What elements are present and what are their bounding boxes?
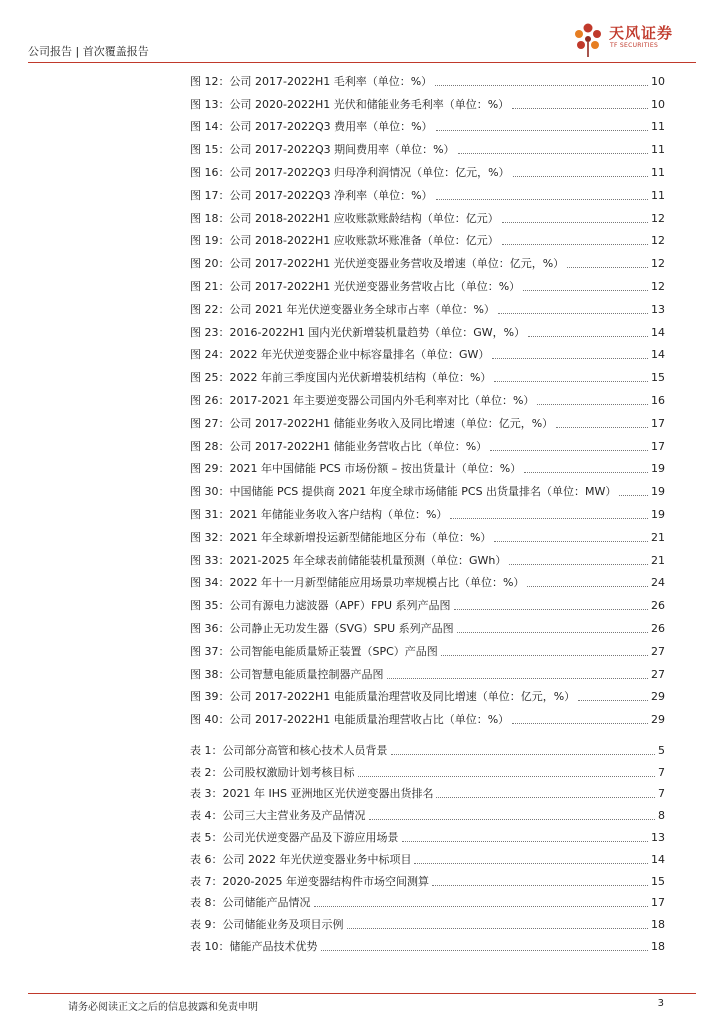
figure-toc-entry[interactable] xyxy=(190,203,665,226)
figure-toc-entry[interactable] xyxy=(190,704,665,727)
page-header xyxy=(0,0,724,66)
figure-toc-entry[interactable] xyxy=(190,522,665,545)
table-toc-entry-page: 8 xyxy=(658,809,665,823)
table-list xyxy=(190,736,665,954)
figure-toc-entry[interactable] xyxy=(190,476,665,499)
figure-toc-entry[interactable] xyxy=(190,408,665,431)
figure-toc-entry[interactable] xyxy=(190,590,665,613)
dot-leader xyxy=(358,775,656,777)
table-toc-entry-page: 7 xyxy=(658,787,665,801)
figure-toc-entry[interactable] xyxy=(190,112,665,135)
figure-toc-entry-label: 图 32：2021 年全球新增投运新型储能地区分布（单位：%） xyxy=(190,530,492,544)
footer-disclaimer: 请务必阅读正文之后的信息披露和免责申明 xyxy=(68,1002,258,1013)
figure-toc-entry[interactable] xyxy=(190,636,665,659)
figure-toc-entry[interactable] xyxy=(190,431,665,454)
figure-toc-entry-label: 图 37：公司智能电能质量矫正装置（SPC）产品图 xyxy=(190,644,438,658)
figure-toc-entry[interactable] xyxy=(190,568,665,591)
dot-leader xyxy=(414,862,648,864)
dot-leader xyxy=(498,312,648,314)
figure-toc-entry-label: 图 35：公司有源电力滤波器（APF）FPU 系列产品图 xyxy=(190,599,451,613)
figure-toc-entry-label: 图 26：2017-2021 年主要逆变器公司国内外毛利率对比（单位：%） xyxy=(190,393,535,407)
dot-leader xyxy=(432,884,648,886)
figure-toc-entry-page: 12 xyxy=(651,211,665,225)
dot-leader xyxy=(492,357,648,359)
figure-toc-entry[interactable] xyxy=(190,499,665,522)
figure-toc-entry[interactable] xyxy=(190,294,665,317)
dot-leader xyxy=(523,289,648,291)
table-toc-entry-page: 13 xyxy=(651,830,665,844)
table-toc-entry-page: 15 xyxy=(651,874,665,888)
figure-toc-entry-page: 11 xyxy=(651,165,665,179)
company-logo xyxy=(569,20,699,58)
dot-leader xyxy=(457,631,648,633)
figure-toc-entry-label: 图 12：公司 2017-2022H1 毛利率（单位：%） xyxy=(190,74,433,88)
figure-toc-entry-label: 图 19：公司 2018-2022H1 应收账款坏账准备（单位：亿元） xyxy=(190,234,499,248)
figure-toc-entry[interactable] xyxy=(190,340,665,363)
table-toc-entry-page: 5 xyxy=(658,743,665,757)
figure-toc-entry-label: 图 21：公司 2017-2022H1 光伏逆变器业务营收占比（单位：%） xyxy=(190,279,521,293)
dot-leader xyxy=(524,471,648,473)
figure-toc-entry-label: 图 38：公司智慧电能质量控制器产品图 xyxy=(190,667,384,681)
figure-toc-entry[interactable] xyxy=(190,545,665,568)
dot-leader xyxy=(441,654,648,656)
header-divider xyxy=(28,62,696,63)
dot-leader xyxy=(369,818,656,820)
figure-toc-entry-label: 图 34：2022 年十一月新型储能应用场景功率规模占比（单位：%） xyxy=(190,576,525,590)
figure-toc-entry-label: 图 33：2021-2025 年全球表前储能装机量预测（单位：GWh） xyxy=(190,553,507,567)
dot-leader xyxy=(619,494,648,496)
figure-toc-entry-page: 29 xyxy=(651,690,665,704)
figure-toc-entry-label: 图 27：公司 2017-2022H1 储能业务收入及同比增速（单位：亿元，%） xyxy=(190,416,554,430)
figure-toc-entry-page: 26 xyxy=(651,599,665,613)
figure-toc-entry[interactable] xyxy=(190,134,665,157)
figure-toc-entry[interactable] xyxy=(190,317,665,340)
dot-leader xyxy=(513,175,648,177)
figure-toc-entry-label: 图 39：公司 2017-2022H1 电能质量治理营收及同比增速（单位：亿元，%） xyxy=(190,690,576,704)
figure-toc-entry-page: 19 xyxy=(651,485,665,499)
figure-toc-entry[interactable] xyxy=(190,66,665,89)
table-toc-entry-label: 表 4：公司三大主营业务及产品情况 xyxy=(190,809,366,823)
dot-leader xyxy=(450,517,648,519)
logo-text: 天风证券 xyxy=(609,24,674,42)
table-toc-entry-page: 7 xyxy=(658,765,665,779)
figure-toc-entry-label: 图 24：2022 年光伏逆变器企业中标容量排名（单位：GW） xyxy=(190,348,490,362)
dot-leader xyxy=(502,221,648,223)
figure-toc-entry-label: 图 29：2021 年中国储能 PCS 市场份额 – 按出货量计（单位：%） xyxy=(190,462,522,476)
table-toc-entry[interactable] xyxy=(190,932,665,954)
dot-leader xyxy=(458,152,648,154)
dot-leader xyxy=(402,840,649,842)
report-type-label: 公司报告 | 首次覆盖报告 xyxy=(28,45,149,58)
dot-leader xyxy=(567,266,648,268)
figure-toc-entry[interactable] xyxy=(190,659,665,682)
table-toc-entry[interactable] xyxy=(190,758,665,780)
dot-leader xyxy=(314,905,649,907)
figure-toc-entry-page: 16 xyxy=(651,393,665,407)
figure-toc-entry-page: 11 xyxy=(651,188,665,202)
figure-toc-entry[interactable] xyxy=(190,89,665,112)
table-toc-entry-page: 18 xyxy=(651,939,665,953)
figure-toc-entry-page: 24 xyxy=(651,576,665,590)
figure-toc-entry-page: 12 xyxy=(651,234,665,248)
dot-leader xyxy=(347,927,649,929)
figure-toc-entry-label: 图 16：公司 2017-2022Q3 归母净利润情况（单位：亿元，%） xyxy=(190,165,510,179)
dot-leader xyxy=(494,540,648,542)
figure-toc-entry-page: 11 xyxy=(651,120,665,134)
figure-toc-entry[interactable] xyxy=(190,613,665,636)
figure-toc-entry-page: 27 xyxy=(651,644,665,658)
dot-leader xyxy=(509,563,648,565)
table-toc-entry[interactable] xyxy=(190,801,665,823)
table-toc-entry-page: 17 xyxy=(651,896,665,910)
figure-toc-entry-page: 14 xyxy=(651,348,665,362)
dot-leader xyxy=(490,449,648,451)
figure-toc-entry[interactable] xyxy=(190,454,665,477)
dot-leader xyxy=(537,403,648,405)
figure-toc-entry[interactable] xyxy=(190,226,665,249)
figure-toc-entry-page: 13 xyxy=(651,302,665,316)
table-toc-entry[interactable] xyxy=(190,867,665,889)
dot-leader xyxy=(556,426,648,428)
figure-toc-entry-label: 图 23：2016-2022H1 国内光伏新增装机量趋势（单位：GW，%） xyxy=(190,325,526,339)
figure-toc-entry-label: 图 20：公司 2017-2022H1 光伏逆变器业务营收及增速（单位：亿元，%） xyxy=(190,257,565,271)
figure-toc-entry-label: 图 36：公司静止无功发生器（SVG）SPU 系列产品图 xyxy=(190,621,454,635)
figure-toc-entry[interactable] xyxy=(190,385,665,408)
table-toc-entry[interactable] xyxy=(190,845,665,867)
table-toc-entry-label: 表 9：公司储能业务及项目示例 xyxy=(190,918,344,932)
figure-toc-entry[interactable] xyxy=(190,157,665,180)
dot-leader xyxy=(387,677,649,679)
figure-toc-entry-page: 11 xyxy=(651,143,665,157)
figure-toc-entry-page: 19 xyxy=(651,462,665,476)
dot-leader xyxy=(435,84,648,86)
figure-toc-entry-page: 26 xyxy=(651,621,665,635)
figure-toc-entry-page: 12 xyxy=(651,257,665,271)
dot-leader xyxy=(454,608,649,610)
figure-toc-entry[interactable] xyxy=(190,362,665,385)
dot-leader xyxy=(528,335,648,337)
page-number: 3 xyxy=(657,998,664,1009)
figure-toc-entry-page: 17 xyxy=(651,439,665,453)
logo-flower-icon xyxy=(569,20,607,58)
table-toc-entry-label: 表 2：公司股权激励计划考核目标 xyxy=(190,765,355,779)
figure-toc-entry-label: 图 25：2022 年前三季度国内光伏新增装机结构（单位：%） xyxy=(190,371,492,385)
figure-toc-entry-label: 图 28：公司 2017-2022H1 储能业务营收占比（单位：%） xyxy=(190,439,488,453)
dot-leader xyxy=(436,129,648,131)
dot-leader xyxy=(391,753,656,755)
table-toc-entry-label: 表 5：公司光伏逆变器产品及下游应用场景 xyxy=(190,830,399,844)
dot-leader xyxy=(436,796,655,798)
figure-toc-entry-page: 29 xyxy=(651,713,665,727)
figure-toc-entry-label: 图 30：中国储能 PCS 提供商 2021 年度全球市场储能 PCS 出货量排名（单位：MW） xyxy=(190,485,617,499)
figure-toc-entry-page: 15 xyxy=(651,371,665,385)
table-toc-entry-label: 表 1：公司部分高管和核心技术人员背景 xyxy=(190,743,388,757)
table-toc-entry[interactable] xyxy=(190,889,665,911)
figure-toc-entry-label: 图 18：公司 2018-2022H1 应收账款账龄结构（单位：亿元） xyxy=(190,211,499,225)
dot-leader xyxy=(578,699,648,701)
figure-toc-entry-page: 21 xyxy=(651,530,665,544)
figure-toc-entry-label: 图 14：公司 2017-2022Q3 费用率（单位：%） xyxy=(190,120,433,134)
dot-leader xyxy=(512,107,648,109)
table-toc-entry-label: 表 6：公司 2022 年光伏逆变器业务中标项目 xyxy=(190,852,412,866)
figure-toc-entry-label: 图 13：公司 2020-2022H1 光伏和储能业务毛利率（单位：%） xyxy=(190,97,510,111)
logo-subtext: TF SECURITIES xyxy=(610,42,659,49)
figure-toc-entry-page: 27 xyxy=(651,667,665,681)
figure-toc-entry-page: 21 xyxy=(651,553,665,567)
figure-toc-entry-label: 图 17：公司 2017-2022Q3 净利率（单位：%） xyxy=(190,188,433,202)
figure-toc-entry-label: 图 15：公司 2017-2022Q3 期间费用率（单位：%） xyxy=(190,143,455,157)
figure-toc-entry-page: 17 xyxy=(651,416,665,430)
figure-toc-entry[interactable] xyxy=(190,248,665,271)
dot-leader xyxy=(321,949,649,951)
dot-leader xyxy=(436,198,648,200)
table-toc-entry-label: 表 8：公司储能产品情况 xyxy=(190,896,311,910)
figure-toc-entry-page: 10 xyxy=(651,74,665,88)
figure-toc-entry-page: 14 xyxy=(651,325,665,339)
figure-toc-entry-page: 10 xyxy=(651,97,665,111)
table-toc-entry[interactable] xyxy=(190,910,665,932)
dot-leader xyxy=(494,380,648,382)
table-toc-entry[interactable] xyxy=(190,823,665,845)
figure-toc-entry[interactable] xyxy=(190,682,665,705)
table-toc-entry-label: 表 10：储能产品技术优势 xyxy=(190,939,318,953)
dot-leader xyxy=(512,722,648,724)
table-toc-entry-page: 18 xyxy=(651,918,665,932)
figure-toc-entry-label: 图 40：公司 2017-2022H1 电能质量治理营收占比（单位：%） xyxy=(190,713,510,727)
figure-toc-entry-page: 19 xyxy=(651,507,665,521)
table-toc-entry-label: 表 7：2020-2025 年逆变器结构件市场空间测算 xyxy=(190,874,429,888)
table-toc-entry[interactable] xyxy=(190,780,665,802)
footer-divider xyxy=(28,993,696,994)
figure-toc-entry-label: 图 22：公司 2021 年光伏逆变器业务全球市占率（单位：%） xyxy=(190,302,495,316)
figure-toc-entry-page: 12 xyxy=(651,279,665,293)
dot-leader xyxy=(527,585,648,587)
figure-list xyxy=(190,66,665,727)
table-toc-entry-page: 14 xyxy=(651,852,665,866)
figure-toc-entry-label: 图 31：2021 年储能业务收入客户结构（单位：%） xyxy=(190,507,448,521)
dot-leader xyxy=(502,243,648,245)
figure-toc-entry[interactable] xyxy=(190,180,665,203)
table-toc-entry[interactable] xyxy=(190,736,665,758)
table-toc-entry-label: 表 3：2021 年 IHS 亚洲地区光伏逆变器出货排名 xyxy=(190,787,434,801)
figure-toc-entry[interactable] xyxy=(190,271,665,294)
